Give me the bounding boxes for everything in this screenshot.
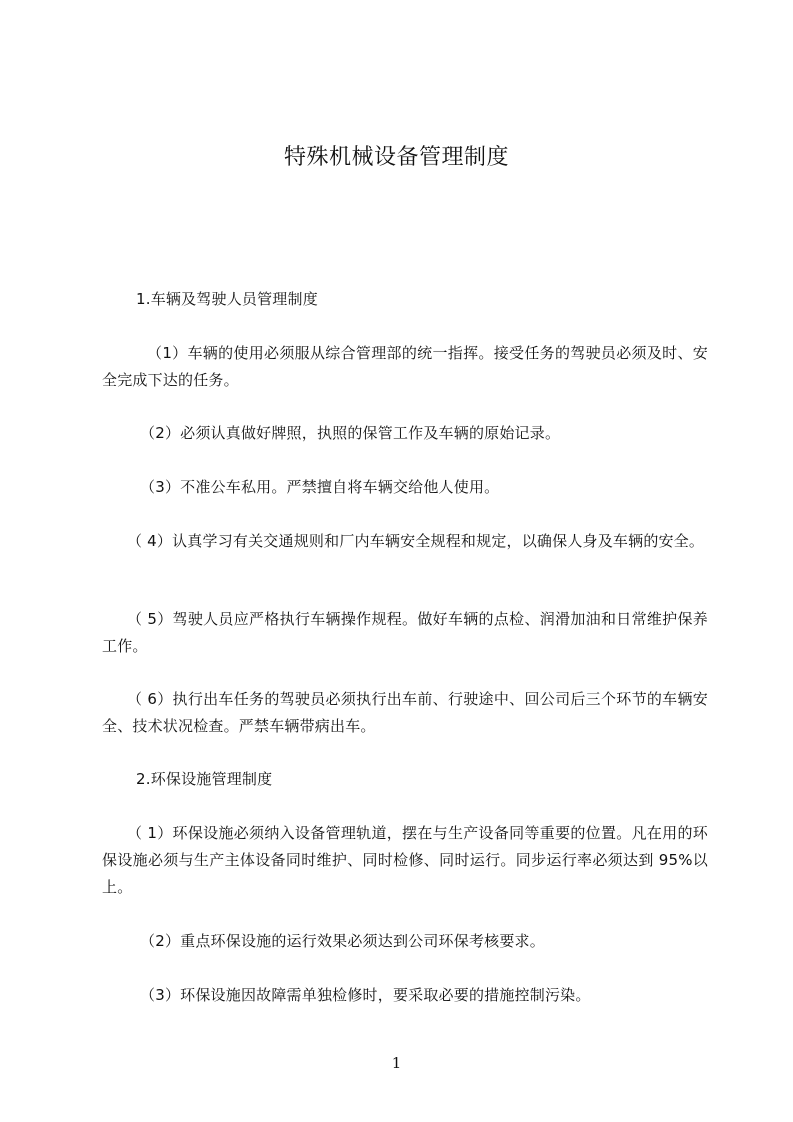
section-2-item-3: （3）环保设施因故障需单独检修时，要采取必要的措施控制污染。: [140, 986, 591, 1004]
page-number: 1: [391, 1054, 402, 1072]
section-1-item-4: （ 4）认真学习有关交通规则和厂内车辆安全规程和规定，以确保人身及车辆的安全。: [127, 532, 705, 550]
section-1-item-5: （ 5）驾驶人员应严格执行车辆操作规程。做好车辆的点检、润滑加油和日常维护保养工作。: [102, 610, 708, 655]
section-2-item-2: （2）重点环保设施的运行效果必须达到公司环保考核要求。: [140, 932, 545, 950]
document-title: 特殊机械设备管理制度: [283, 145, 509, 170]
section-1-item-1: （1）车辆的使用必须服从综合管理部的统一指挥。接受任务的驾驶员必须及时、安全完成下达的任务。: [102, 344, 708, 389]
section-2-heading: 2.环保设施管理制度: [136, 770, 273, 788]
section-1-heading: 1.车辆及驾驶人员管理制度: [136, 290, 318, 308]
section-1-item-2: （2）必须认真做好牌照，执照的保管工作及车辆的原始记录。: [140, 424, 561, 442]
section-1-item-3: （3）不准公车私用。严禁擅自将车辆交给他人使用。: [140, 478, 500, 496]
section-1-item-6: （ 6）执行出车任务的驾驶员必须执行出车前、行驶途中、回公司后三个环节的车辆安全、技术状况检查。严禁车辆带病出车。: [102, 690, 708, 735]
section-2-item-1: （ 1）环保设施必须纳入设备管理轨道，摆在与生产设备同等重要的位置。凡在用的环保设施必须与生产主体设备同时维护、同时检修、同时运行。同步运行率必须达到 95%以上。: [102, 824, 708, 896]
